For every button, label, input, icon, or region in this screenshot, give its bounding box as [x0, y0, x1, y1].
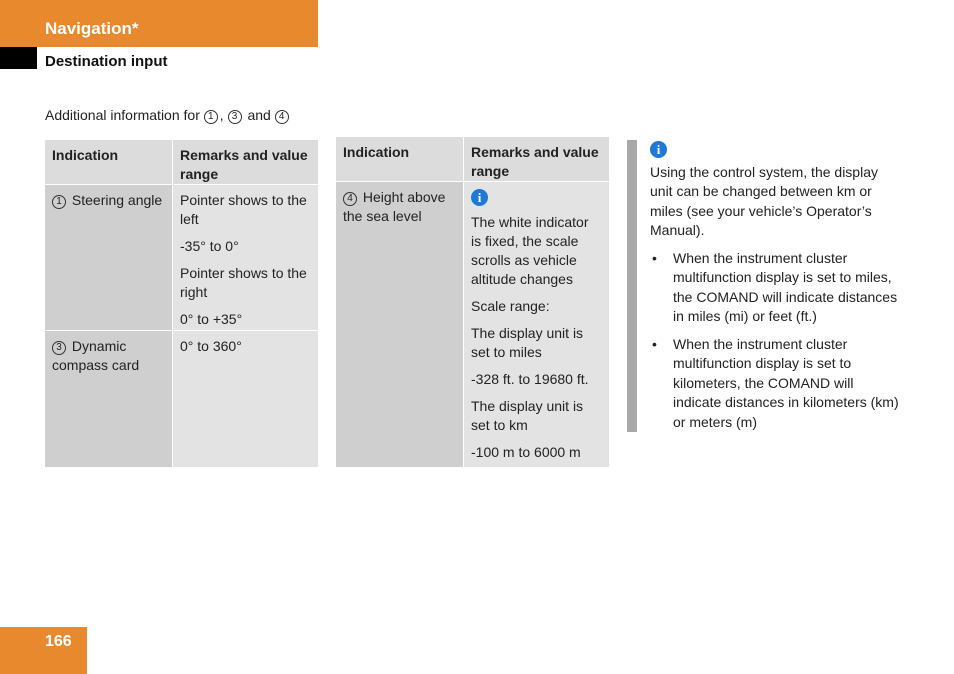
page-subtitle: Destination input: [45, 53, 168, 70]
intro-and: and: [247, 107, 271, 123]
section-title: Navigation*: [45, 19, 139, 38]
callout-3: 3: [52, 341, 66, 355]
value-text: Scale range:: [471, 298, 550, 314]
note-bullet: • When the instrument cluster multifunction display is set to miles, the COMAND will indicate distances in miles (mi) or feet (ft.): [650, 249, 902, 327]
value-text: The display unit is set to km: [471, 398, 584, 433]
table2-header-indication: Indication: [336, 137, 463, 181]
table2-row1-indication: [336, 182, 463, 467]
value-text: Pointer shows to the right: [180, 265, 307, 300]
table1-row2-indication: [45, 331, 172, 467]
table2-row1-values: [464, 182, 609, 467]
note-text: Using the control system, the display unit can be changed between km or miles (see your vehicle’s Operator’s Manual).: [650, 163, 878, 238]
value-text: Pointer shows to the left: [180, 192, 307, 227]
info-icon: i: [650, 141, 667, 158]
table1-header-remarks: Remarks and value range: [173, 140, 318, 184]
value-text: The display unit is set to miles: [471, 325, 584, 360]
indication-text: Steering angle: [71, 192, 163, 208]
callout-3: 3: [228, 110, 242, 124]
table1-header-indication: Indication: [45, 140, 172, 184]
page-number: 166: [45, 633, 72, 650]
table2-header-remarks: Remarks and value range: [464, 137, 609, 181]
callout-4: 4: [275, 110, 289, 124]
value-text: -100 m to 6000 m: [471, 444, 581, 460]
intro-text: Additional information for: [45, 107, 200, 123]
note-side-bar: [627, 140, 637, 432]
indication-text: Dynamic compass card: [52, 338, 140, 373]
info-note: [650, 140, 902, 432]
table1-row1-values: [173, 185, 318, 330]
value-text: -328 ft. to 19680 ft.: [471, 371, 589, 387]
value-text: -35° to 0°: [180, 238, 239, 254]
callout-1: 1: [204, 110, 218, 124]
page-number-box: [0, 627, 87, 674]
intro-separator: ,: [219, 107, 224, 123]
section-marker: [0, 47, 37, 69]
value-text: 0° to 360°: [180, 338, 242, 354]
table1-row2-values: [173, 331, 318, 467]
value-text: 0° to +35°: [180, 311, 243, 327]
value-text: The white indicator is fixed, the scale scrolls as vehicle altitude changes: [471, 214, 589, 287]
callout-4: 4: [343, 192, 357, 206]
info-icon: i: [471, 189, 488, 206]
callout-1: 1: [52, 195, 66, 209]
intro-line: [45, 107, 291, 124]
indication-text: Height above the sea level: [343, 189, 446, 224]
table1-row1-indication: [45, 185, 172, 330]
note-bullet: • When the instrument cluster multifunction display is set to kilometers, the COMAND will indicate distances in kilometers (km) or meters (m): [650, 335, 902, 433]
